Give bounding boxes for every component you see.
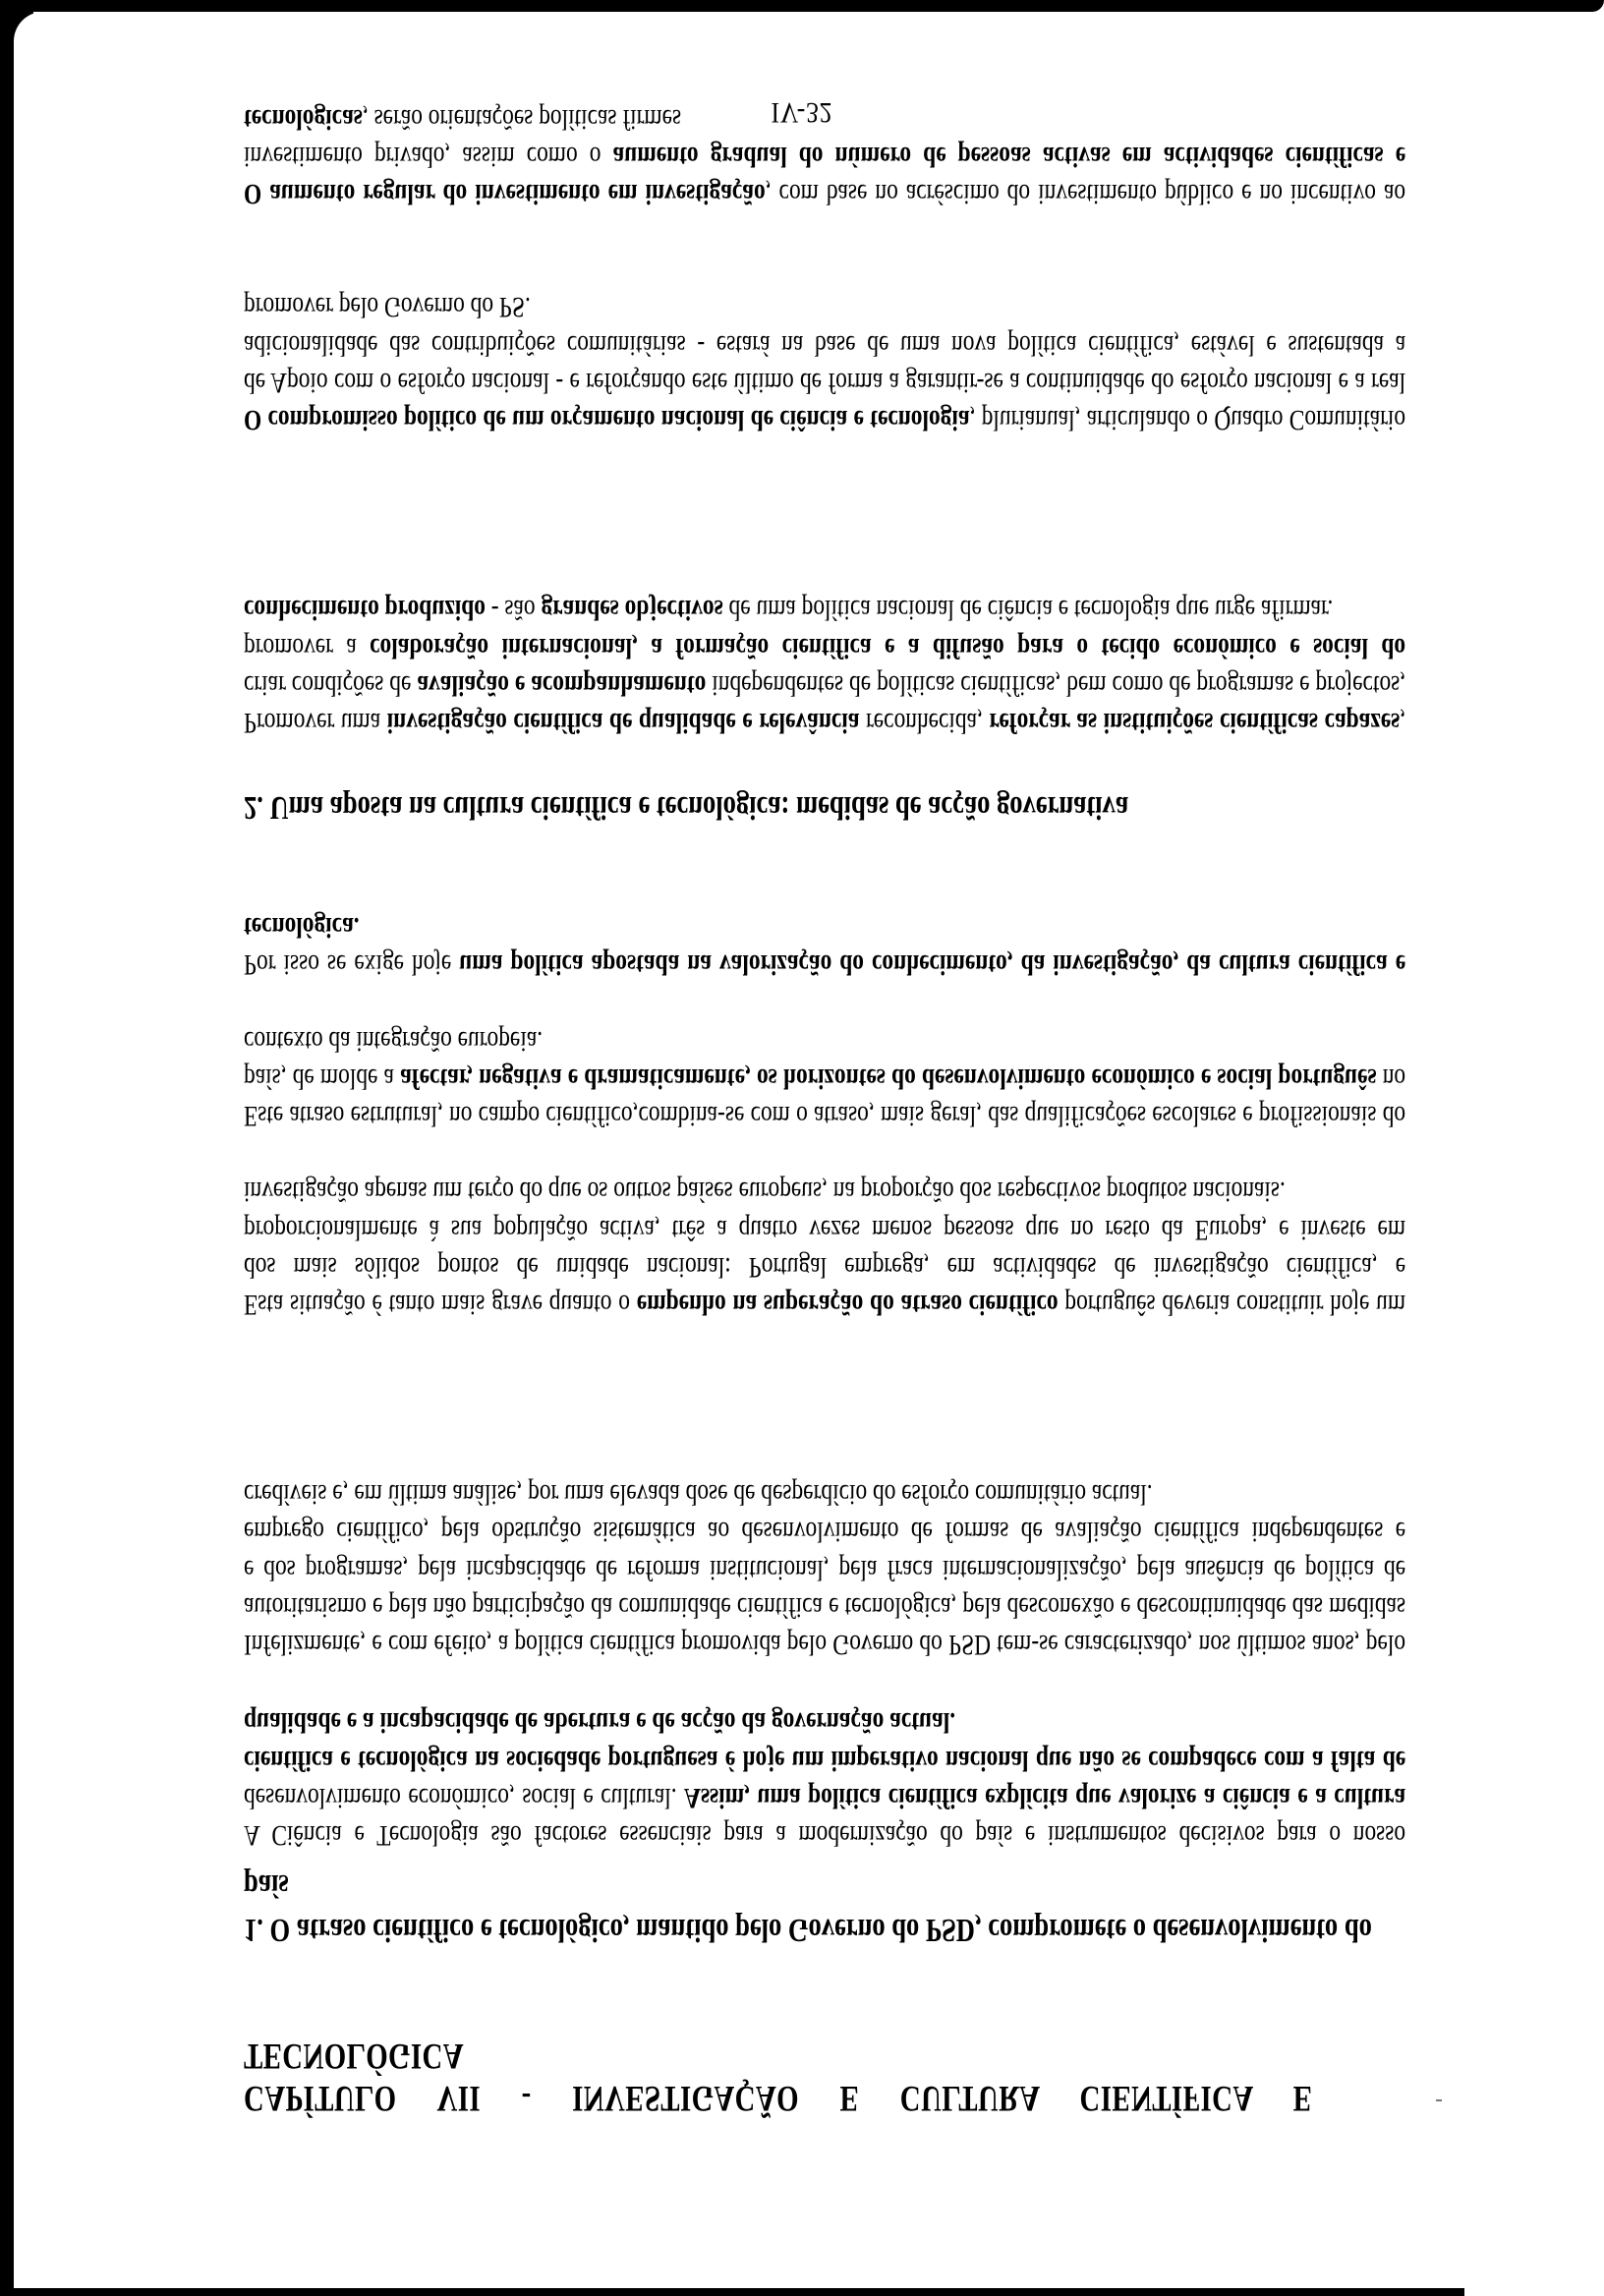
text-run: de uma política nacional de ciência e tecnologia que urge afirmar. xyxy=(722,594,1334,627)
emphasized-text: investigação científica de qualidade e relevância xyxy=(386,707,860,739)
chapter-title-block xyxy=(244,2035,1314,2119)
paragraph xyxy=(244,1703,1405,1854)
text-run: A Ciência e Tecnologia são factores essenciais para a modernização do país e instrumentos decisivos para o nosso desenvolvimento económico, social e cultural. xyxy=(244,1781,1406,1852)
text-run: , com base no acréscimo do investimento público e no incentivo ao investimento privado, assim como o xyxy=(244,140,1406,210)
text-run: , criar condições de xyxy=(244,668,1406,739)
emphasized-text: O compromisso político de um orçamento nacional de ciência e tecnologia xyxy=(244,404,970,436)
scan-border-corner xyxy=(14,12,43,51)
scan-border-bottom xyxy=(0,0,1604,12)
text-run: Este atraso estrutural, no campo científico,combina-se com o atraso, mais geral, das qualificações escolares e profissionais do país, de molde a xyxy=(244,1062,1406,1132)
text-run: , serão orientações políticas firmes xyxy=(362,102,682,136)
paragraph xyxy=(244,288,1405,438)
text-run: Por isso se exige hoje xyxy=(244,948,460,981)
text-run: - são xyxy=(485,594,542,627)
scan-speck xyxy=(1436,2099,1442,2101)
emphasized-text: empenho na superação do atraso científico xyxy=(636,1289,1059,1321)
emphasized-text: avaliação e acompanhamento xyxy=(417,668,707,702)
chapter-title-line-2: TECNOLÓGICA xyxy=(244,2036,464,2076)
paragraph xyxy=(244,908,1405,983)
scan-border-top xyxy=(0,2288,1464,2296)
emphasized-text: colaboração internacional, a formação científica e a difusão para o tecido económico e social do conhecimento produzido xyxy=(244,594,1406,664)
text-run: , plurianual, articulando o Quadro Comunitário de Apoio com o esforço nacional - e reforçando este último de forma a garantir-se a continuidade do esforço nacional e a real adicionalidade das contribuições comunitárias - estará na base de uma nova política científica, estável e sustentada a promover pelo Governo do PS. xyxy=(244,291,1406,436)
emphasized-text: uma política apostada na valorização do conhecimento, da investigação, da cultura científica e tecnológica. xyxy=(244,910,1406,981)
page-number-label: IV-32 xyxy=(771,96,833,129)
paragraph xyxy=(244,1021,1405,1134)
text-run: Infelizmente, e com efeito, a política científica promovida pelo Governo do PSD tem-se caracterizado, nos últimos anos, pelo autoritarismo e pela não participação da comunidade científica e tecnológica, pela desconexão e descontinuidade das medidas e dos programas, pela incapacidade de reforma institucional, pela fraca internacionalização, pela ausência de política de emprego científico, pela obstrução sistemática ao desenvolvimento de formas de avaliação científica independentes e credíveis e, em última análise, por uma elevada dose de desperdício do esforço comunitário actual. xyxy=(244,1478,1406,1661)
text-run: reconhecida, xyxy=(859,707,990,739)
emphasized-text: Assim, uma política científica explícita que valorize a ciência e a cultura científica e tecnológica na sociedade portuguesa é hoje um imperativo nacional que não se compadece com a falta de qualidade e a incapacidade de abertura e de acção da governação actual. xyxy=(244,1706,1406,1814)
scan-border-left xyxy=(0,0,14,2296)
emphasized-text: grandes objectivos xyxy=(541,594,723,627)
page-number xyxy=(0,95,1604,129)
section-1-heading: 1. O atraso científico e tecnológico, mantido pelo Governo do PSD, compromete o desenvolvimento do país xyxy=(244,1867,1372,1948)
paragraph xyxy=(244,591,1405,741)
emphasized-text: reforçar as instituições científicas capazes xyxy=(989,707,1401,739)
text-run: português deveria constituir hoje um dos mais sólidos pontos de unidade nacional: Portugal emprega, em actividades de investigação científica, e proporcionalmente à sua população activa, três a quatro vezes menos pessoas que no resto da Europa, e investe em investigação apenas um terço do que os outros países europeus, na proporção dos respectivos produtos nacionais. xyxy=(244,1176,1406,1321)
emphasized-text: O aumento regular do investimento em investigação xyxy=(244,178,766,210)
text-run: independentes de políticas científicas, bem como de programas e projectos, promover a xyxy=(244,631,1406,702)
section-2-heading: 2. Uma aposta na cultura científica e tecnológica: medidas de acção governativa xyxy=(244,789,1129,826)
chapter-title-line-1: CAPÍTULO VII - INVESTIGAÇÃO E CULTURA CIENTÍFICA E xyxy=(244,2078,1313,2118)
paragraph xyxy=(244,1173,1405,1323)
emphasized-text: afectar, negativa e dramaticamente, os horizontes do desenvolvimento económico e social português xyxy=(400,1062,1377,1095)
text-run: Promover uma xyxy=(244,707,387,739)
chapter-title xyxy=(244,2035,1312,2119)
paragraph xyxy=(244,1475,1405,1663)
text-run: no contexto da integração europeia. xyxy=(244,1024,1406,1095)
emphasized-text: aumento gradual do número de pessoas activas em actividades científicas e tecnológicas xyxy=(244,102,1406,173)
text-run: Esta situação é tanto mais grave quanto o xyxy=(244,1289,637,1321)
